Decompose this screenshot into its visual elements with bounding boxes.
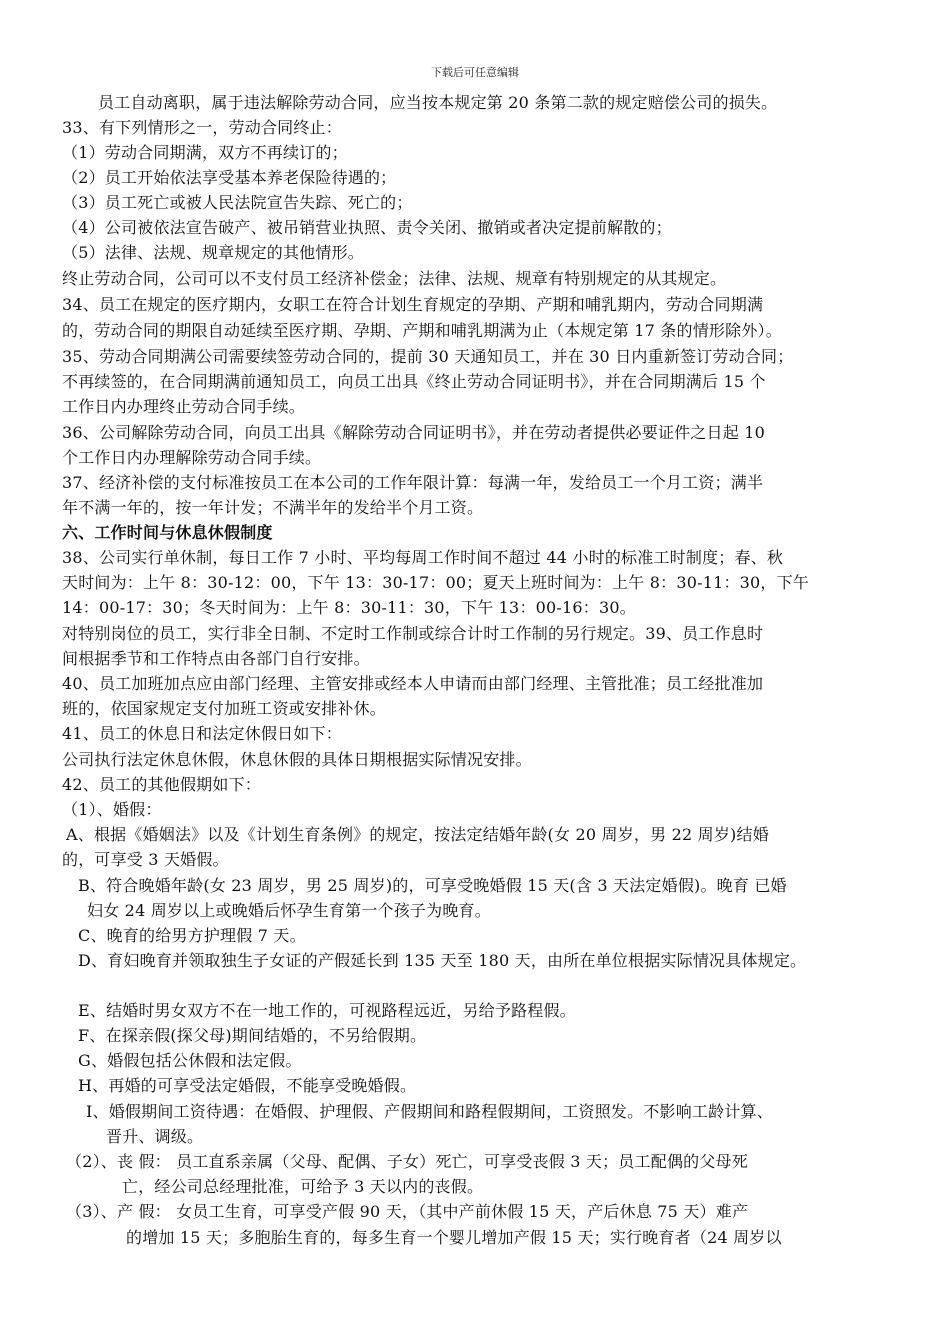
text-line: 不再续签的，在合同期满前通知员工，向员工出具《终止劳动合同证明书》，并在合同期满后 15 个 (62, 372, 766, 391)
text-line: B、符合晚婚年龄(女 23 周岁，男 25 周岁)的，可享受晚婚假 15 天(含 3 天法定婚假)。晚育 已婚 (78, 876, 787, 895)
text-line: 个工作日内办理解除劳动合同手续。 (62, 448, 322, 467)
text-line: 间根据季节和工作特点由各部门自行安排。 (62, 649, 370, 668)
text-line: C、晚育的给男方护理假 7 天。 (78, 926, 306, 945)
text-line: D、育妇晚育并领取独生子女证的产假延长到 135 天至 180 天，由所在单位根据实际情况具体规定。 (78, 951, 807, 970)
text-line: 员工自动离职，属于违法解除劳动合同，应当按本规定第 20 条第二款的规定赔偿公司的损失。 (98, 93, 778, 112)
text-line: 的增加 15 天；多胞胎生育的，每多生育一个婴儿增加产假 15 天；实行晚育者（24 周岁以 (126, 1228, 782, 1247)
page-header: 下载后可任意编辑 (431, 66, 519, 79)
text-line: （1）劳动合同期满，双方不再续订的； (62, 143, 348, 162)
text-line: G、婚假包括公休假和法定假。 (78, 1051, 302, 1070)
text-line: （1）、婚假： (62, 800, 162, 819)
text-line: 的，可享受 3 天婚假。 (62, 850, 229, 869)
text-line: （4）公司被依法宣告破产、被吊销营业执照、责令关闭、撤销或者决定提前解散的； (62, 218, 672, 237)
text-line: 公司执行法定休息休假，休息休假的具体日期根据实际情况安排。 (62, 750, 532, 769)
text-line: 年不满一年的，按一年计发；不满半年的发给半个月工资。 (62, 498, 484, 517)
text-line: F、在探亲假(探父母)期间结婚的，不另给假期。 (78, 1026, 427, 1045)
text-line: （5）法律、法规、规章规定的其他情形。 (62, 243, 364, 262)
text-line: 晋升、调级。 (106, 1127, 204, 1146)
text-line: 终止劳动合同，公司可以不支付员工经济补偿金；法律、法规、规章有特别规定的从其规定。 (62, 269, 727, 288)
text-line: （2）员工开始依法享受基本养老保险待遇的； (62, 168, 397, 187)
text-line: 38、公司实行单休制，每日工作 7 小时、平均每周工作时间不超过 44 小时的标准工时制度；春、秋 (62, 548, 784, 567)
text-line: （2）、丧 假： 员工直系亲属（父母、配偶、子女）死亡，可享受丧假 3 天；员工配偶的父母死 (66, 1152, 748, 1171)
text-line: 37、经济补偿的支付标准按员工在本公司的工作年限计算：每满一年，发给员工一个月工资；满半 (62, 473, 764, 492)
text-line: 41、员工的休息日和法定休假日如下： (62, 724, 342, 743)
text-line: 42、员工的其他假期如下： (62, 775, 261, 794)
text-line: A、根据《婚姻法》以及《计划生育条例》的规定，按法定结婚年龄(女 20 周岁，男 22 周岁)结婚 (66, 825, 769, 844)
text-line: E、结婚时男女双方不在一地工作的，可视路程远近，另给予路程假。 (78, 1001, 576, 1020)
text-line: 的，劳动合同的期限自动延续至医疗期、孕期、产期和哺乳期满为止（本规定第 17 条的情形除外）。 (62, 321, 782, 340)
text-line: 班的，依国家规定支付加班工资或安排补休。 (62, 699, 387, 718)
text-line: 14：00-17：30；冬天时间为：上午 8：30-11：30，下午 13：00-16：30。 (62, 598, 636, 617)
text-line: （3）、产 假： 女员工生育，可享受产假 90 天，（其中产前休假 15 天，产后休息 75 天）难产 (66, 1202, 749, 1221)
text-line: 40、员工加班加点应由部门经理、主管安排或经本人申请而由部门经理、主管批准；员工经批准加 (62, 674, 764, 693)
text-line: 对特别岗位的员工，实行非全日制、不定时工作制或综合计时工作制的另行规定。39、员工作息时 (62, 624, 764, 643)
text-line: 妇女 24 周岁以上或晚婚后怀孕生育第一个孩子为晚育。 (87, 901, 491, 920)
text-line: 34、员工在规定的医疗期内，女职工在符合计划生育规定的孕期、产期和哺乳期内，劳动合同期满 (62, 295, 764, 314)
text-line: 33、有下列情形之一，劳动合同终止： (62, 118, 342, 137)
section-heading: 六、工作时间与休息休假制度 (62, 523, 273, 542)
text-line: I、婚假期间工资待遇：在婚假、护理假、产假期间和路程假期间，工资照发。不影响工龄计算、 (86, 1102, 773, 1121)
text-line: H、再婚的可享受法定婚假，不能享受晚婚假。 (78, 1076, 417, 1095)
text-line: 工作日内办理终止劳动合同手续。 (62, 397, 306, 416)
text-line: （3）员工死亡或被人民法院宣告失踪、死亡的； (62, 193, 413, 212)
text-line: 36、公司解除劳动合同，向员工出具《解除劳动合同证明书》，并在劳动者提供必要证件之日起 10 (62, 423, 766, 442)
text-line: 35、劳动合同期满公司需要续签劳动合同的，提前 30 天通知员工，并在 30 日内重新签订劳动合同； (62, 347, 794, 366)
text-line: 天时间为：上午 8：30-12：00，下午 13：30-17：00；夏天上班时间为：上午 8：30-11：30，下午 (62, 573, 810, 592)
text-line: 亡，经公司总经理批准，可给予 3 天以内的丧假。 (122, 1177, 484, 1196)
